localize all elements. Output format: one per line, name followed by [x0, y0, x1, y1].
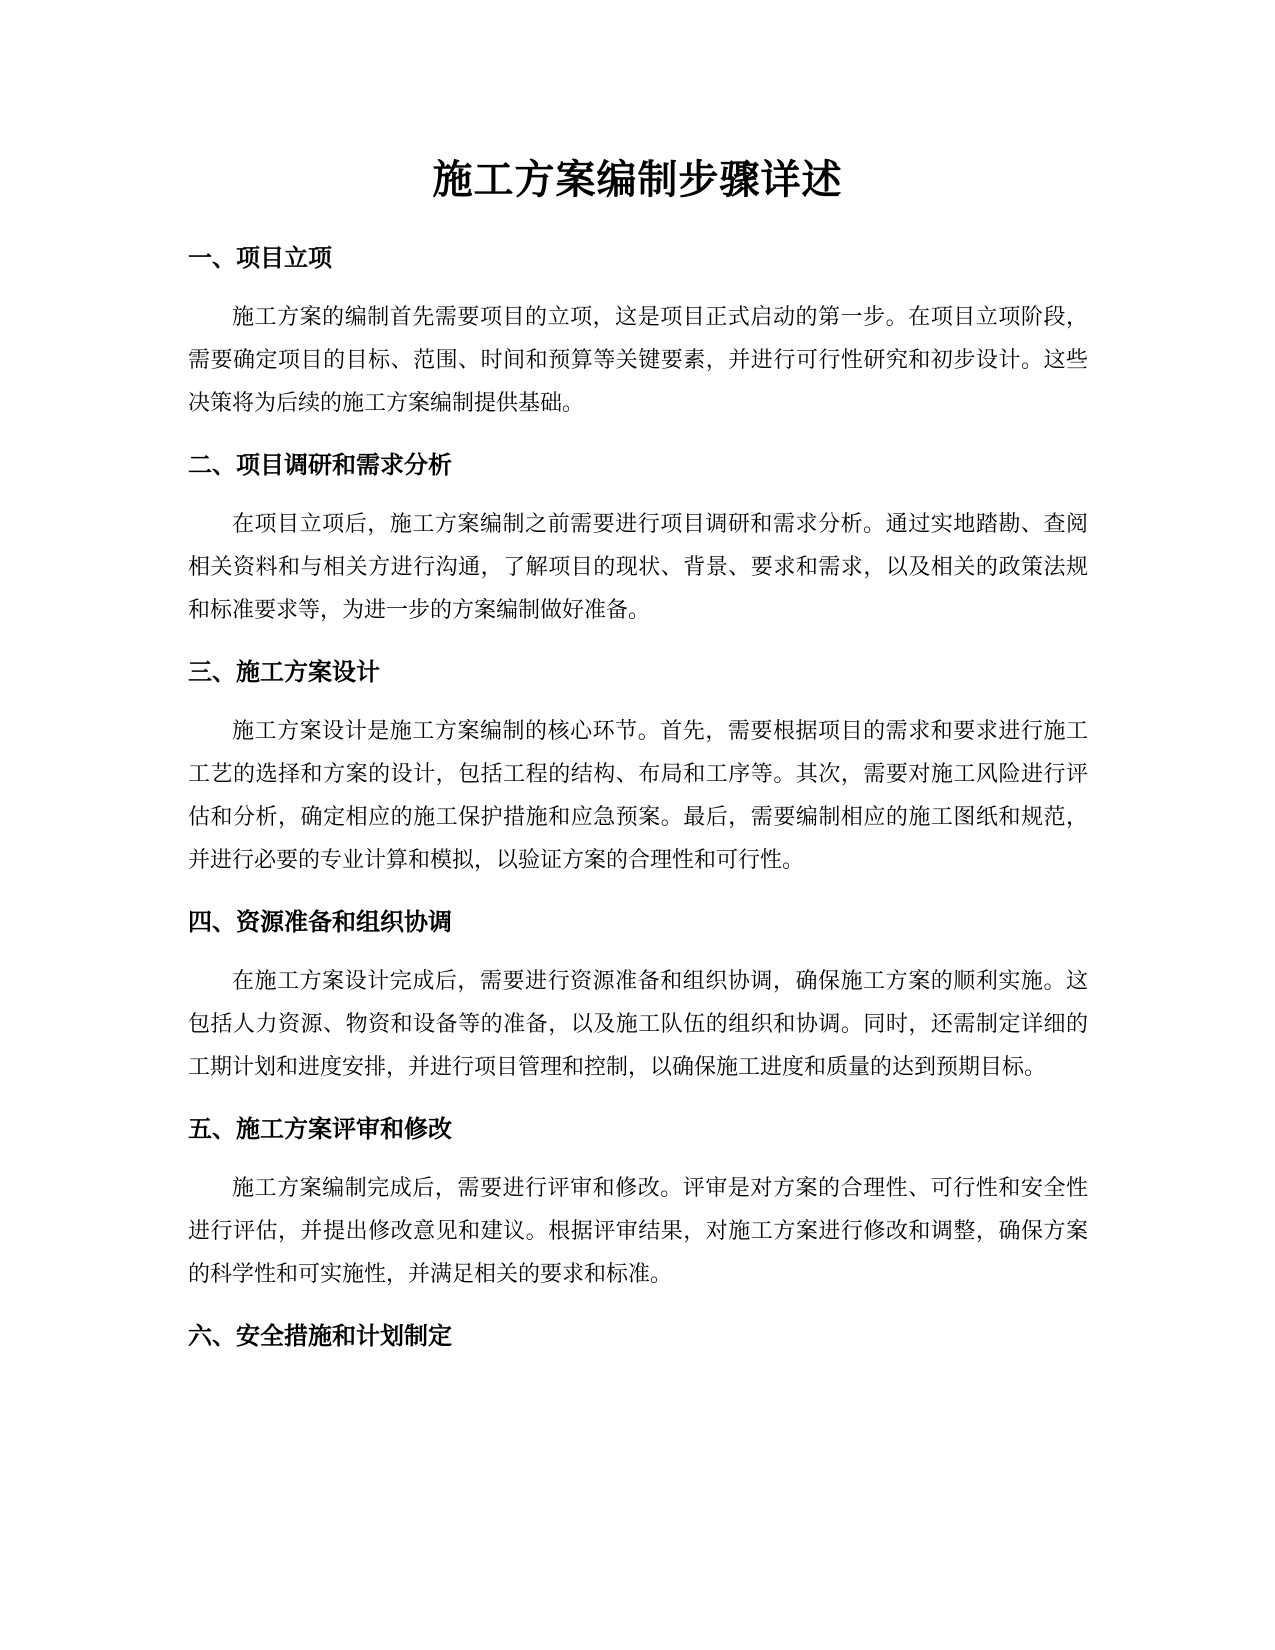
section-paragraph: 施工方案设计是施工方案编制的核心环节。首先，需要根据项目的需求和要求进行施工工艺的选择和方案的设计，包括工程的结构、布局和工序等。其次，需要对施工风险进行评估和分析，确定相应的施工保护措施和应急预案。最后，需要编制相应的施工图纸和规范，并进行必要的专业计算和模拟，以验证方案的合理性和可行性。	[188, 719, 1088, 873]
section-heading: 四、资源准备和组织协调	[188, 908, 452, 936]
section-heading: 一、项目立项	[188, 244, 332, 272]
section-safety-planning	[188, 1316, 1088, 1356]
section-heading: 五、施工方案评审和修改	[188, 1115, 452, 1143]
section-paragraph: 在施工方案设计完成后，需要进行资源准备和组织协调，确保施工方案的顺利实施。这包括人力资源、物资和设备等的准备，以及施工队伍的组织和协调。同时，还需制定详细的工期计划和进度安排，并进行项目管理和控制，以确保施工进度和质量的达到预期目标。	[188, 969, 1088, 1080]
section-review-revision	[188, 1109, 1088, 1296]
section-heading: 二、项目调研和需求分析	[188, 451, 452, 479]
document-content	[188, 238, 1088, 1374]
section-research-analysis	[188, 445, 1088, 632]
section-paragraph: 在项目立项后，施工方案编制之前需要进行项目调研和需求分析。通过实地踏勘、查阅相关资料和与相关方进行沟通，了解项目的现状、背景、要求和需求，以及相关的政策法规和标准要求等，为进一步的方案编制做好准备。	[188, 512, 1088, 623]
section-paragraph: 施工方案编制完成后，需要进行评审和修改。评审是对方案的合理性、可行性和安全性进行评估，并提出修改意见和建议。根据评审结果，对施工方案进行修改和调整，确保方案的科学性和可实施性，并满足相关的要求和标准。	[188, 1176, 1088, 1287]
document-title: 施工方案编制步骤详述	[432, 157, 843, 203]
section-heading: 六、安全措施和计划制定	[188, 1322, 452, 1350]
section-plan-design	[188, 652, 1088, 882]
section-project-initiation	[188, 238, 1088, 425]
section-resource-coordination	[188, 902, 1088, 1089]
section-paragraph: 施工方案的编制首先需要项目的立项，这是项目正式启动的第一步。在项目立项阶段，需要确定项目的目标、范围、时间和预算等关键要素，并进行可行性研究和初步设计。这些决策将为后续的施工方案编制提供基础。	[188, 305, 1088, 416]
section-heading: 三、施工方案设计	[188, 658, 380, 686]
